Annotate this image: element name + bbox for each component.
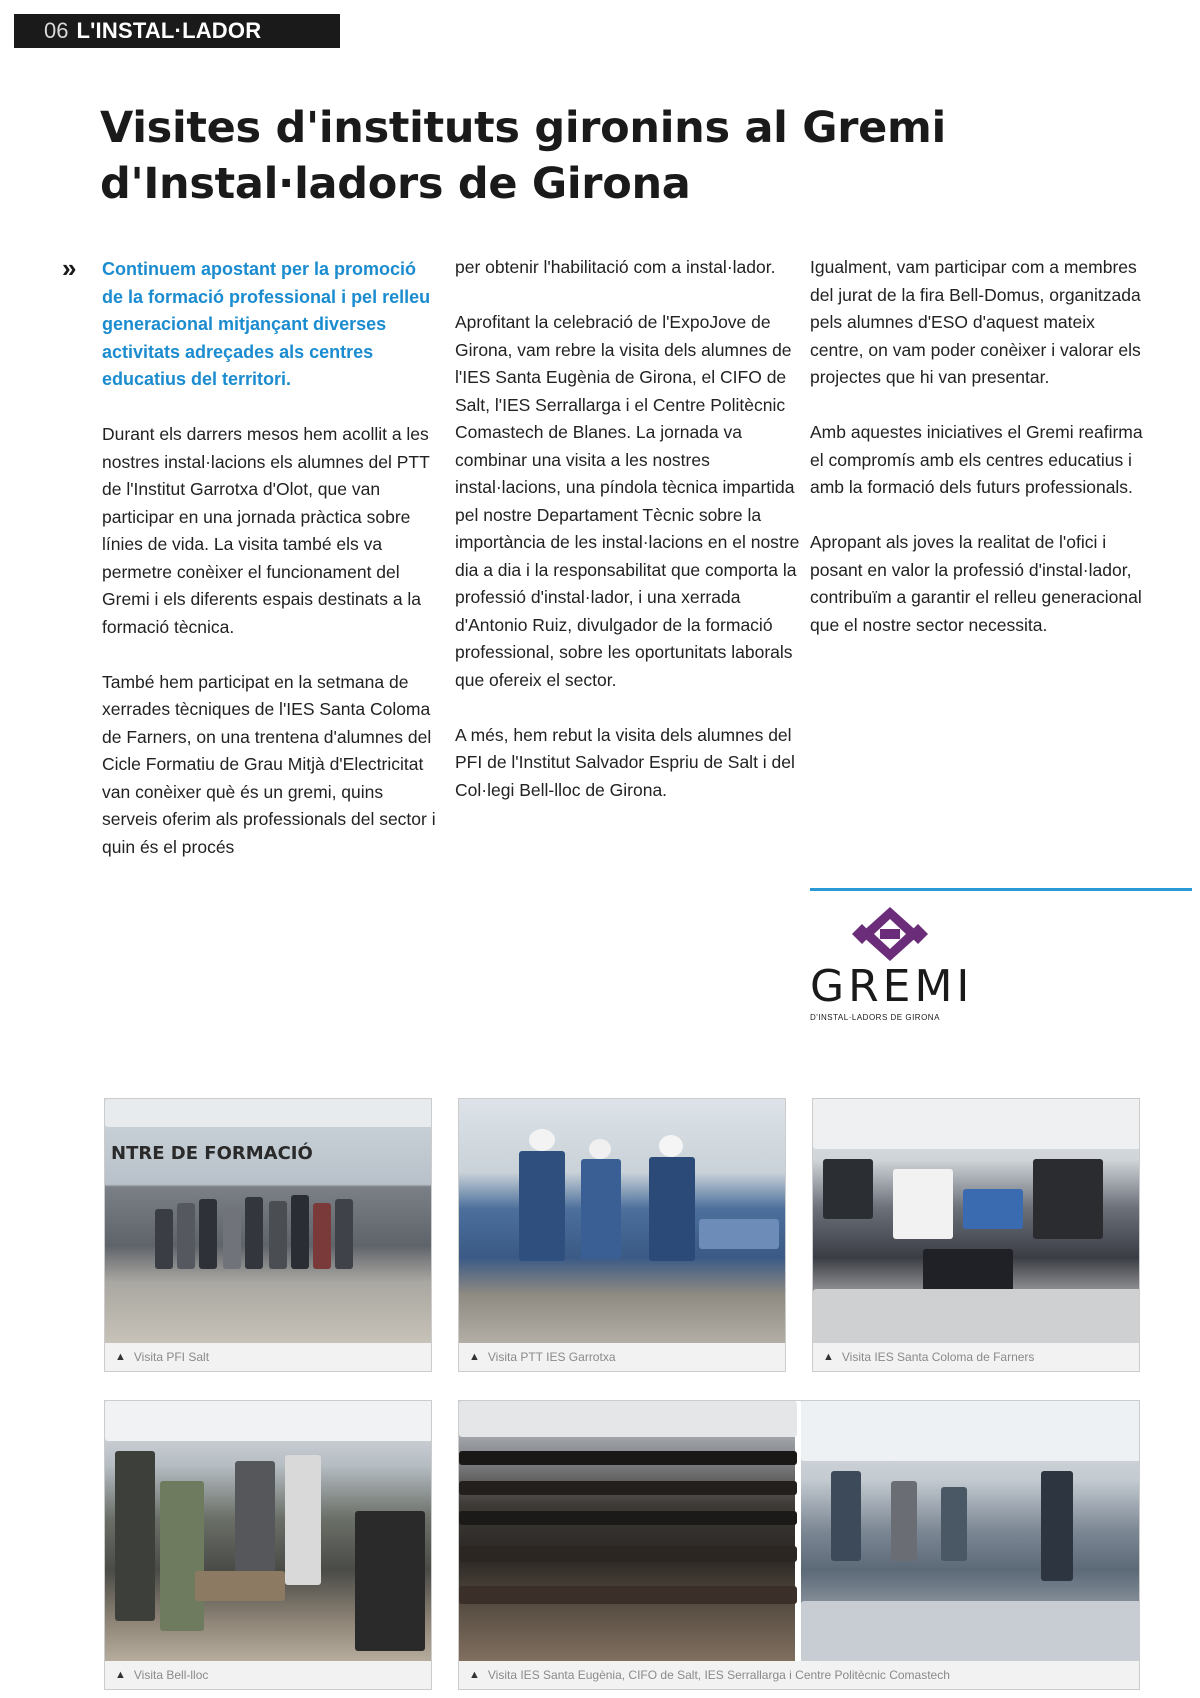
paragraph: A més, hem rebut la visita dels alumnes del PFI de l'Institut Salvador Espriu de Salt i del Col·legi Bell-lloc de Girona. [455,724,795,800]
photo-visit-expojove [458,1400,1140,1690]
gremi-emblem-icon [850,905,930,963]
photo-image-workshop [801,1401,1139,1661]
paragraph: per obtenir l'habilitació com a instal·lador. [455,257,776,277]
triangle-marker-icon: ▲ [469,1669,480,1681]
article-column-3 [810,254,1150,667]
photo-caption: ▲ Visita IES Santa Coloma de Farners [813,1343,1139,1371]
title-line-1: Visites d'instituts gironins al Gremi [100,103,946,153]
section-header [14,14,340,48]
photo-image [813,1099,1139,1343]
photo-visit-bell-lloc [104,1400,432,1690]
paragraph: Durant els darrers mesos hem acollit a les nostres instal·lacions els alumnes del PTT de l'Institut Garrotxa d'Olot, que van participar en una jornada pràctica sobre línies de vida. La visita també els va permetre conèixer el funcionament del Gremi i els diferents espais destinats a la formació tècnica. [102,424,430,637]
logo-subtitle: D'INSTAL·LADORS DE GIRONA [810,1013,940,1022]
article-column-1 [102,256,442,889]
photo-visit-pfi-salt [104,1098,432,1372]
paragraph: Apropant als joves la realitat de l'ofici i posant en valor la professió d'instal·lador, contribuïm a garantir el relleu generacional que el nostre sector necessita. [810,532,1142,635]
paragraph: Igualment, vam participar com a membres del jurat de la fira Bell-Domus, organitzada pels alumnes d'ESO d'aquest mateix centre, on vam poder conèixer i valorar els projectes que hi van presentar. [810,257,1141,387]
photo-image [105,1401,431,1661]
photo-caption: ▲ Visita IES Santa Eugènia, CIFO de Salt, IES Serrallarga i Centre Politècnic Comastech [459,1661,1139,1689]
article-lead: Continuem apostant per la promoció de la formació professional i pel relleu generacional mitjançant diverses activitats adreçades als centres educatius del territori. [102,259,431,389]
column-divider [810,888,1192,891]
building-sign: NTRE DE FORMACIÓ [111,1143,313,1164]
photo-image [105,1099,431,1343]
photo-caption: ▲ Visita PTT IES Garrotxa [459,1343,785,1371]
chevron-right-icon: » [62,253,77,283]
photo-caption: ▲ Visita PFI Salt [105,1343,431,1371]
triangle-marker-icon: ▲ [469,1351,480,1363]
photo-caption: ▲ Visita Bell-lloc [105,1661,431,1689]
photo-image-auditorium [459,1401,795,1661]
logo-wordmark: GREMI [810,961,974,1012]
photo-image [459,1099,785,1343]
title-line-2: d'Instal·ladors de Girona [100,159,691,209]
triangle-marker-icon: ▲ [115,1351,126,1363]
page-number: 06 [44,18,69,43]
article-column-2 [455,254,800,832]
triangle-marker-icon: ▲ [115,1669,126,1681]
paragraph: Amb aquestes iniciatives el Gremi reafirma el compromís amb els centres educatius i amb la formació dels futurs professionals. [810,422,1143,497]
section-title: L'INSTAL·LADOR [76,18,262,43]
gremi-logo [810,905,990,1025]
paragraph: Aprofitant la celebració de l'ExpoJove de Girona, vam rebre la visita dels alumnes de l'IES Santa Eugènia de Girona, el CIFO de Salt, l'IES Serrallarga i el Centre Politècnic Comastech de Blanes. La jornada va combinar una visita a les nostres instal·lacions, una píndola tècnica impartida pel nostre Departament Tècnic sobre la importància de les instal·lacions en el nostre dia a dia i la responsabilitat que comporta la professió d'instal·lador, i una xerrada d'Antonio Ruiz, divulgador de la formació professional, sobre les oportunitats laborals que ofereix el sector. [455,312,800,690]
triangle-marker-icon: ▲ [823,1351,834,1363]
article-title [100,100,1120,212]
paragraph: També hem participat en la setmana de xerrades tècniques de l'IES Santa Coloma de Farners, on una trentena d'alumnes del Cicle Formatiu de Grau Mitjà d'Electricitat van conèixer què és un gremi, quins serveis oferim als professionals del sector i quin és el procés [102,671,436,857]
photo-visit-ptt-garrotxa [458,1098,786,1372]
photo-visit-ies-santa-coloma [812,1098,1140,1372]
